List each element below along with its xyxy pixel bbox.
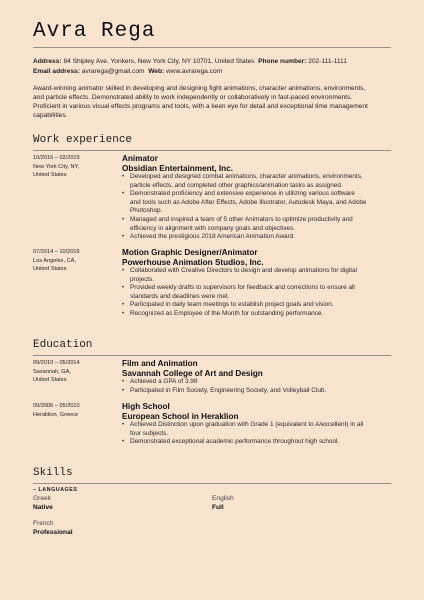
bullet-item bbox=[122, 438, 392, 447]
contact-line-1 bbox=[33, 57, 393, 67]
entry-body bbox=[122, 402, 392, 447]
bullet-item bbox=[122, 421, 392, 430]
bullet-item bbox=[122, 301, 392, 310]
entry-location: Savannah, GA, bbox=[33, 368, 71, 375]
bullet-text: projects. bbox=[130, 275, 155, 283]
bullet-text: Developed and designed combat animations, character animations, environments, bbox=[130, 173, 363, 180]
summary-line: Award-winning animator skilled in developing and designing fight animations, character animations, environments, bbox=[33, 85, 366, 92]
summary-line: capabilities. bbox=[33, 112, 68, 119]
bullet-dot-icon: • bbox=[122, 302, 125, 309]
entry-role: Motion Graphic Designer/Animator bbox=[122, 248, 258, 257]
bullet-dot-icon: • bbox=[122, 422, 125, 428]
work-experience-title: Work experience bbox=[33, 134, 133, 146]
bullet-text: standards and deadlines were met. bbox=[130, 292, 230, 300]
summary-line: Proficient in various visual effects programs and tools, with a keen eye for detail and exceptional time management bbox=[33, 103, 368, 110]
skills-divider bbox=[33, 483, 391, 484]
entry-organization: Powerhouse Animation Studios, Inc. bbox=[122, 257, 264, 267]
bullet-item bbox=[122, 284, 392, 293]
work-divider bbox=[33, 150, 391, 151]
email-value[interactable]: avrarega@gmail.com bbox=[81, 68, 145, 75]
bullet-text: particle effects, and completed other graphics/animation tasks as assigned. bbox=[130, 181, 343, 189]
education-divider bbox=[33, 355, 391, 356]
entry-location-country: United States bbox=[33, 266, 67, 273]
contact-info bbox=[33, 57, 393, 77]
bullet-dot-icon: • bbox=[122, 387, 125, 394]
header-divider bbox=[33, 47, 391, 48]
bullet-item bbox=[122, 233, 392, 242]
email-label: Email address: bbox=[33, 68, 80, 75]
entry-dates: 09/2006 – 05/2010 bbox=[33, 403, 80, 409]
bullet-item bbox=[122, 293, 392, 302]
bullet-item bbox=[122, 310, 392, 319]
entry-bullets bbox=[122, 378, 392, 395]
entry-organization: Obsidian Entertainment, Inc. bbox=[122, 163, 234, 173]
entry-role: High School bbox=[122, 402, 170, 411]
bullet-dot-icon: • bbox=[122, 268, 125, 274]
entry-role: Film and Animation bbox=[122, 359, 198, 368]
bullet-item bbox=[122, 276, 392, 285]
entry-meta bbox=[33, 248, 117, 274]
contact-line-2 bbox=[33, 67, 393, 77]
skill-level: Full bbox=[212, 504, 224, 511]
phone-label: Phone number: bbox=[258, 58, 307, 65]
entry-body bbox=[122, 359, 392, 395]
entry-location: Los Angeles, CA, bbox=[33, 257, 76, 264]
bullet-text: Demonstrated proficiency and extensive experience in utilizing various software bbox=[130, 190, 355, 198]
bullet-item bbox=[122, 182, 392, 191]
skills-title: Skills bbox=[33, 467, 73, 479]
bullet-text: four subjects. bbox=[130, 429, 169, 437]
entry-meta bbox=[33, 359, 117, 385]
professional-summary bbox=[33, 84, 393, 120]
entry-organization: Savannah College of Art and Design bbox=[122, 368, 263, 378]
bullet-text: Participated in Film Society, Engineering Society, and Volleyball Club. bbox=[130, 386, 327, 394]
bullet-dot-icon: • bbox=[122, 379, 125, 385]
bullet-dot-icon: • bbox=[122, 191, 125, 198]
bullet-text: Achieved the prestigious 2018 American Animation Award. bbox=[130, 233, 296, 241]
entry-bullets bbox=[122, 173, 392, 242]
bullet-item bbox=[122, 216, 392, 225]
skill-language: English bbox=[212, 495, 234, 502]
web-value[interactable]: www.avrarega.com bbox=[166, 68, 223, 75]
bullet-item bbox=[122, 430, 392, 439]
skill-language: Greek bbox=[33, 495, 51, 502]
candidate-name: Avra Rega bbox=[33, 20, 156, 43]
summary-line: and particle effects. Demonstrated ability to work independently or collaboratively in fast-paced environments. bbox=[33, 94, 353, 101]
bullet-text: Participated in daily team meetings to establish project goals and vision. bbox=[130, 301, 334, 309]
bullet-text: Photoshop. bbox=[130, 207, 163, 215]
bullet-dot-icon: • bbox=[122, 174, 125, 180]
bullet-item bbox=[122, 207, 392, 216]
entry-meta bbox=[33, 154, 117, 180]
skill-level: Native bbox=[33, 504, 53, 511]
entry-bullets bbox=[122, 267, 392, 319]
web-label: Web: bbox=[148, 68, 165, 75]
skill-item bbox=[33, 494, 53, 512]
phone-value: 202-111-1111 bbox=[308, 58, 347, 65]
entry-bullets bbox=[122, 421, 392, 447]
entry-dates: 09/2010 – 05/2014 bbox=[33, 360, 80, 366]
bullet-text: efficiency in alignment with company goals and objectives. bbox=[130, 224, 296, 232]
skill-level: Professional bbox=[33, 529, 73, 536]
bullet-text: Achieved a GPA of 3.98 bbox=[130, 378, 198, 385]
bullet-text: and tools such as Adobe After Effects, Adobe Illustrator, Autodesk Maya, and Adobe bbox=[130, 198, 367, 206]
bullet-dot-icon: • bbox=[122, 216, 125, 223]
bullet-text: Recognized as Employee of the Month for outstanding performance. bbox=[130, 309, 324, 317]
bullet-text: Collaborated with Creative Directors to design and develop animations for digital bbox=[130, 267, 357, 274]
bullet-dot-icon: • bbox=[122, 310, 125, 317]
entry-body bbox=[122, 154, 392, 242]
entry-location-country: United States bbox=[33, 377, 67, 384]
skill-item bbox=[33, 519, 73, 537]
bullet-text: Provided weekly drafts to supervisors for feedback and corrections to ensure all bbox=[130, 284, 355, 292]
entry-location-country: United States bbox=[33, 172, 67, 179]
languages-heading: – LANGUAGES bbox=[33, 487, 78, 493]
entry-location: Heraklion, Greece bbox=[33, 411, 79, 418]
bullet-item bbox=[122, 267, 392, 276]
bullet-item bbox=[122, 225, 392, 234]
bullet-text: Managed and inspired a team of 5 other Animators to optimize productivity and bbox=[130, 215, 353, 223]
bullet-text: Demonstrated exceptional academic performance throughout high school. bbox=[130, 438, 340, 446]
entry-role: Animator bbox=[122, 154, 158, 163]
bullet-dot-icon: • bbox=[122, 439, 125, 446]
bullet-dot-icon: • bbox=[122, 234, 125, 241]
entry-body bbox=[122, 248, 392, 319]
address-label: Address: bbox=[33, 58, 62, 65]
address-value: 84 Shipley Ave. Yonkers, New York City, NY 10701, United States bbox=[63, 58, 255, 65]
entry-meta bbox=[33, 402, 117, 419]
entry-location: New York City, NY, bbox=[33, 163, 80, 170]
bullet-text: Achieved Distinction upon graduation with Grade 1 (equivalent to A/excellent) in all bbox=[130, 421, 364, 428]
skill-item bbox=[212, 494, 234, 512]
bullet-item bbox=[122, 378, 392, 387]
education-title: Education bbox=[33, 339, 93, 351]
bullet-item bbox=[122, 199, 392, 208]
skill-language: French bbox=[33, 520, 54, 527]
entry-organization: European School in Heraklion bbox=[122, 411, 239, 421]
bullet-item bbox=[122, 173, 392, 182]
bullet-item bbox=[122, 190, 392, 199]
entry-dates: 07/2014 – 10/2016 bbox=[33, 249, 80, 255]
bullet-item bbox=[122, 387, 392, 396]
entry-dates: 10/2016 – 02/2019 bbox=[33, 155, 80, 161]
bullet-dot-icon: • bbox=[122, 285, 125, 292]
